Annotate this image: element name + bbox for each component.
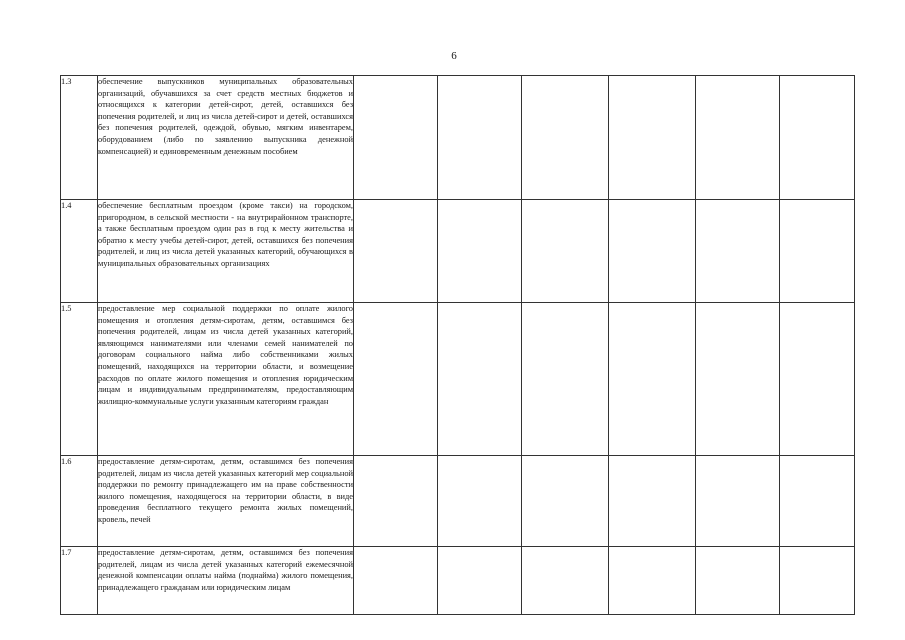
empty-cell [438,456,522,547]
page-number: 6 [451,50,457,62]
empty-cell [780,547,855,615]
empty-cell [609,456,696,547]
empty-cell [609,76,696,200]
row-number: 1.4 [61,200,98,303]
empty-cell [696,547,780,615]
empty-cell [696,76,780,200]
empty-cell [696,303,780,456]
row-description: предоставление детям-сиротам, детям, оставшимся без попечения родителей, лицам из числа детей указанных категорий мер социальной поддержки по ремонту принадлежащего им на праве собственности жилого помещения, находящегося на территории области, в виде проведения бесплатного текущего ремонта жилых помещений, кровель, печей [98,456,354,547]
empty-cell [354,200,438,303]
row-description: обеспечение выпускников муниципальных образовательных организаций, обучавшихся за счет средств местных бюджетов и относящихся к категории детей-сирот, детей, оставшихся без попечения родителей, и лиц из числа детей-сирот и детей, оставшихся без попечения родителей, одеждой, обувью, мягким инвентарем, оборудованием (либо по заявлению выпускника денежной компенсацией) и единовременным денежным пособием [98,76,354,200]
row-number: 1.6 [61,456,98,547]
row-number: 1.7 [61,547,98,615]
empty-cell [522,76,609,200]
measures-table [60,75,855,615]
empty-cell [780,456,855,547]
empty-cell [780,76,855,200]
table-row [61,200,855,303]
empty-cell [609,547,696,615]
empty-cell [438,200,522,303]
empty-cell [780,303,855,456]
empty-cell [522,303,609,456]
empty-cell [696,200,780,303]
empty-cell [522,547,609,615]
empty-cell [522,200,609,303]
empty-cell [438,76,522,200]
empty-cell [522,456,609,547]
empty-cell [780,200,855,303]
empty-cell [609,303,696,456]
empty-cell [354,303,438,456]
row-number: 1.5 [61,303,98,456]
row-description: обеспечение бесплатным проездом (кроме такси) на городском, пригородном, в сельской местности - на внутрирайонном транспорте, а также бесплатным проездом один раз в год к месту жительства и обратно к месту учебы детей-сирот, детей, оставшихся без попечения родителей, и лиц из числа детей указанных категорий, обучающихся в муниципальных образовательных организациях [98,200,354,303]
empty-cell [354,456,438,547]
table-row [61,547,855,615]
row-description: предоставление мер социальной поддержки по оплате жилого помещения и отопления детям-сиротам, детям, оставшимся без попечения родителей, лицам из числа детей указанных категорий, являющимся нанимателями или членами семей нанимателей по договорам социального найма либо собственниками жилых помещений, находящихся на территории области, и возмещение расходов по оплате жилого помещения и отопления юридическим лицам и индивидуальным предпринимателям, предоставляющим жилищно-коммунальные услуги указанным категориям граждан [98,303,354,456]
row-number: 1.3 [61,76,98,200]
table-row [61,76,855,200]
table-row [61,303,855,456]
table-row [61,456,855,547]
empty-cell [354,76,438,200]
empty-cell [609,200,696,303]
empty-cell [438,303,522,456]
empty-cell [354,547,438,615]
empty-cell [696,456,780,547]
row-description: предоставление детям-сиротам, детям, оставшимся без попечения родителей, лицам из числа детей указанных категорий ежемесячной денежной компенсации оплаты найма (поднайма) жилого помещения, принадлежащего гражданам или юридическим лицам [98,547,354,615]
empty-cell [438,547,522,615]
